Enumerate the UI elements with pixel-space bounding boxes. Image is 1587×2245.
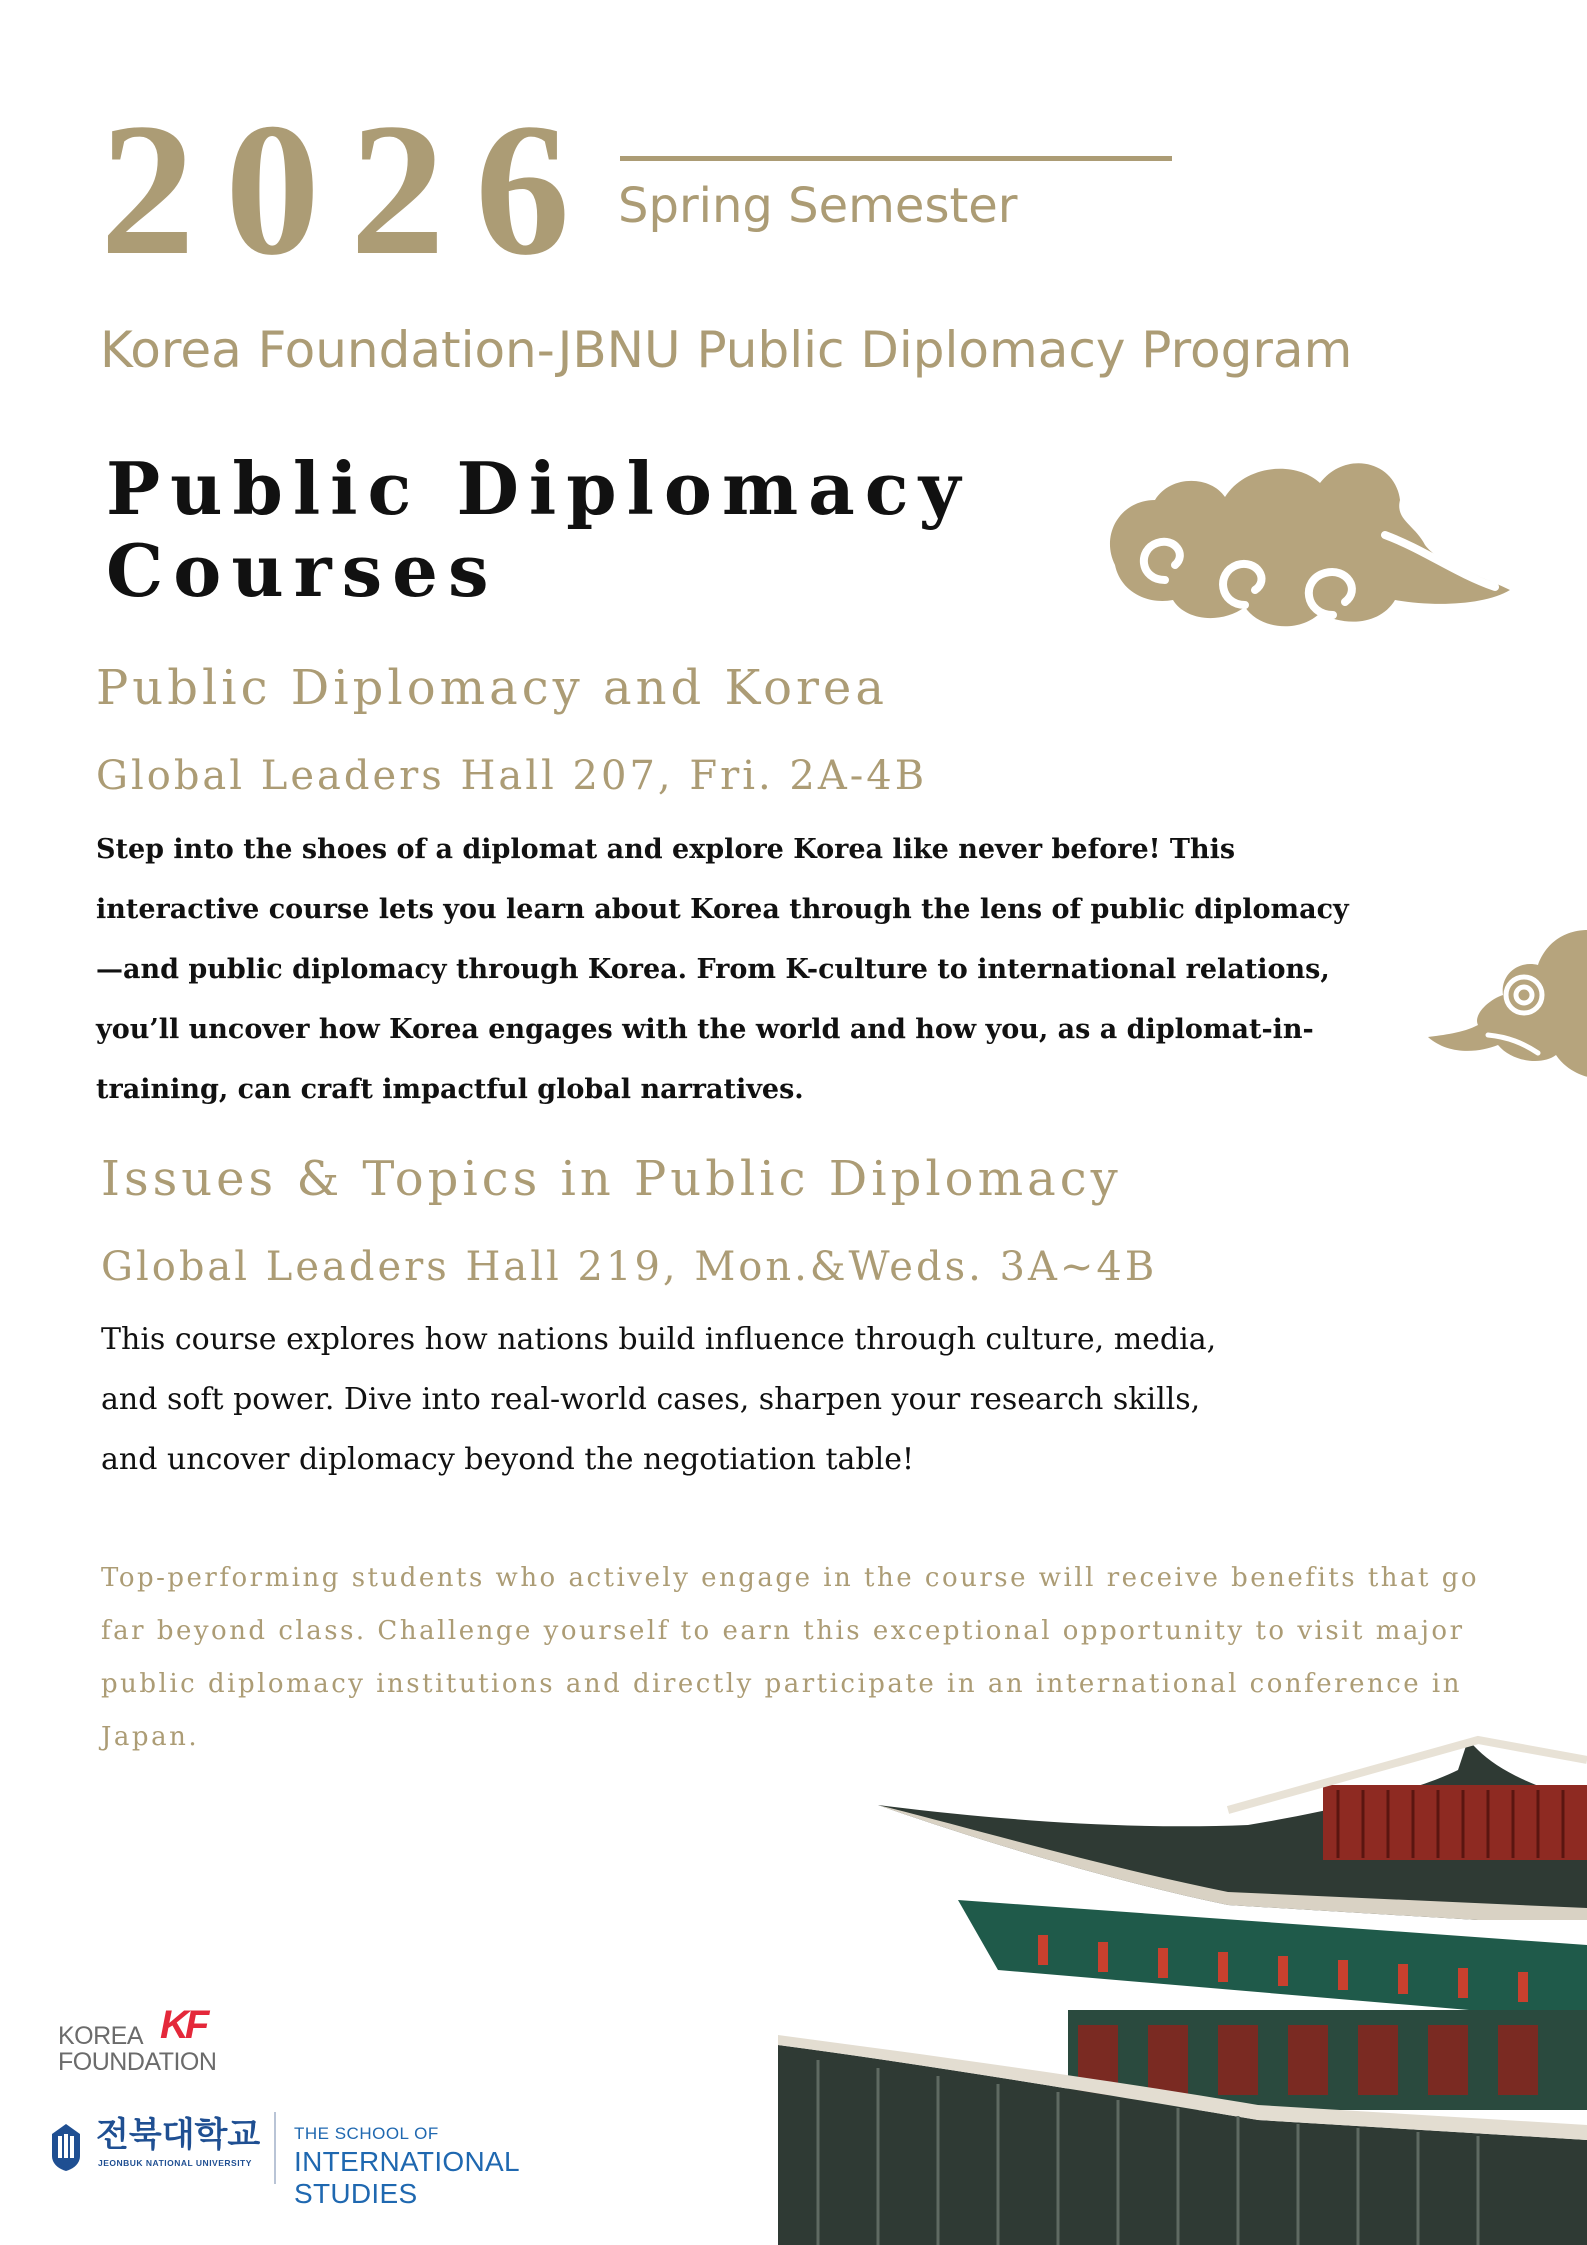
jbnu-korean-name: 전북대학교 bbox=[96, 2115, 261, 2155]
page-title bbox=[106, 448, 970, 612]
cloud-ornament-icon bbox=[1428, 925, 1587, 1080]
year-divider-line bbox=[620, 156, 1172, 161]
school-name-label: INTERNATIONAL STUDIES bbox=[294, 2146, 519, 2209]
course-2-title: Issues & Topics in Public Diplomacy bbox=[101, 1151, 1122, 1207]
kf-mark: KF bbox=[160, 2003, 206, 2047]
logo-divider bbox=[274, 2112, 276, 2184]
course-1-title: Public Diplomacy and Korea bbox=[96, 660, 888, 716]
page-title-line-2: Courses bbox=[106, 528, 499, 613]
school-of-label: THE SCHOOL OF bbox=[294, 2124, 439, 2143]
palace-roof-image bbox=[778, 1730, 1587, 2245]
course-2-location: Global Leaders Hall 219, Mon.&Weds. 3A~4B bbox=[101, 1244, 1158, 1290]
course-2-description: This course explores how nations build influence through culture, media, and soft power. Dive into real-world cases, sharpen your research skills, and uncover diplomacy beyond the negotiation table! bbox=[101, 1322, 1217, 1477]
cloud-ornament-icon bbox=[1095, 455, 1515, 630]
benefits-note: Top-performing students who actively engage in the course will receive benefits that go far beyond class. Challenge yourself to earn this exceptional opportunity to visit major public diplomacy institutions and directly participate in an international conference in Japan. bbox=[101, 1563, 1480, 1752]
jbnu-emblem-icon bbox=[48, 2122, 84, 2172]
jbnu-school-logo bbox=[48, 2112, 628, 2209]
year-heading: 2026 bbox=[100, 85, 600, 295]
korea-foundation-wordmark: KOREA FOUNDATION bbox=[58, 2022, 217, 2076]
page-title-line-1: Public Diplomacy bbox=[106, 446, 971, 531]
course-1-description: Step into the shoes of a diplomat and explore Korea like never before! This interactive course lets you learn about Korea through the lens of public diplomacy—and public diplomacy through Korea. From K-culture to international relations, you’ll uncover how Korea engages with the world and how you, as a diplomat-in-training, can craft impactful global narratives. bbox=[96, 834, 1349, 1105]
semester-label: Spring Semester bbox=[618, 178, 1018, 234]
jbnu-english-name: JEONBUK NATIONAL UNIVERSITY bbox=[98, 2158, 252, 2168]
course-1-location: Global Leaders Hall 207, Fri. 2A-4B bbox=[96, 753, 928, 799]
program-title: Korea Foundation-JBNU Public Diplomacy Program bbox=[100, 321, 1353, 379]
korea-foundation-logo bbox=[58, 2005, 248, 2080]
